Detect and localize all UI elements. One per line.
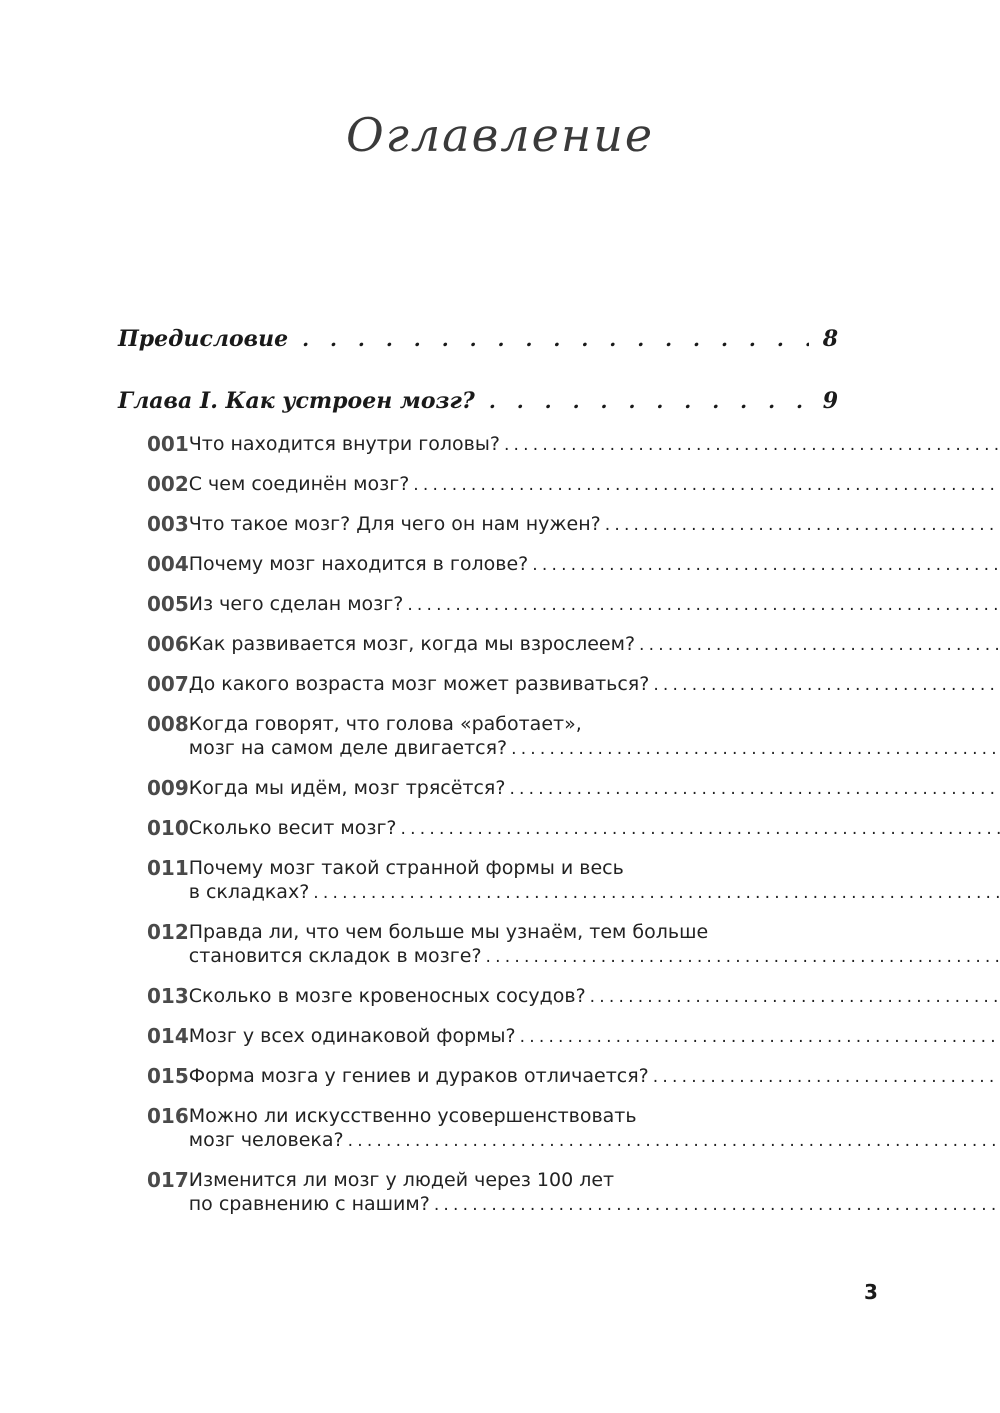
toc-entry-number: 010 [147,816,189,840]
toc-entry-number: 013 [147,984,189,1008]
dot-leader [401,817,1000,841]
toc-entry-number: 016 [147,1104,189,1128]
toc-entry-last-line [189,944,1000,969]
toc-entry[interactable] [147,712,838,761]
toc-entry[interactable] [147,472,838,497]
dot-leader [653,1065,1000,1089]
dot-leader [313,881,1000,905]
toc-entry-number: 004 [147,552,189,576]
toc-entry-number: 003 [147,512,189,536]
toc-main-entry-preface[interactable] [118,326,838,352]
toc-entry[interactable] [147,1104,838,1153]
toc-entry-title-line: Почему мозг находится в голове? [188,553,529,575]
toc-entry-last-line [189,592,1000,617]
toc-entry-last-line [189,1024,1000,1049]
toc-entry-title-line: по сравнению с нашим? [188,1193,430,1215]
toc-entry-number: 009 [147,776,189,800]
toc-entry-number: 017 [147,1168,189,1192]
toc-entry[interactable] [147,1064,838,1089]
toc-entry-last-line [189,632,1000,657]
toc-entry-title-line: Что находится внутри головы? [188,433,500,455]
toc-entry-body [189,592,1000,617]
toc-entry-title-line: Когда мы идём, мозг трясётся? [188,777,506,799]
toc-entry-number: 006 [147,632,189,656]
toc-entry-last-line [189,880,1000,905]
toc-entry-title-line: Сколько в мозге кровеносных сосудов? [188,985,586,1007]
toc-entry-title-line: Сколько весит мозг? [188,817,397,839]
toc-entry-title-line: Можно ли искусственно усовершенствовать [188,1105,637,1127]
dot-leader [509,777,1000,801]
dot-leader [653,673,1000,697]
toc-entry-title-line: в складках? [188,881,310,903]
toc-entry-body [189,512,1000,537]
toc-entry-number: 012 [147,920,189,944]
toc-entry[interactable] [147,776,838,801]
toc-entry-body [189,632,1000,657]
dot-leader [348,1129,1000,1153]
page-number: 3 [864,1280,878,1304]
toc-entry-body [189,856,1000,905]
toc-entry-last-line [189,1192,1000,1217]
toc-entry-body [189,984,1000,1009]
toc-entry[interactable] [147,984,838,1009]
toc-entry-title-line: До какого возраста мозг может развиваться? [188,673,650,695]
toc-entry-last-line [189,432,1000,457]
toc-entry[interactable] [147,856,838,905]
toc-entry[interactable] [147,512,838,537]
toc-entry-body [189,1104,1000,1153]
toc-entry[interactable] [147,1024,838,1049]
toc-entry-last-line [189,1064,1000,1089]
toc-entry-body [189,816,1000,841]
toc-main-entry-label: Предисловие [118,326,289,352]
toc-entry[interactable] [147,816,838,841]
toc-entry-last-line [189,472,1000,497]
toc-entry-body [189,672,1000,697]
toc-entry-title-line: мозг на самом деле двигается? [188,737,508,759]
toc-entry-number: 015 [147,1064,189,1088]
toc-entry-title-line: Из чего сделан мозг? [188,593,404,615]
toc-main-entry-chapter-1[interactable] [118,388,838,414]
toc-entry[interactable] [147,920,838,969]
toc-entry-number: 014 [147,1024,189,1048]
dot-leader [486,945,1000,969]
toc-entry-last-line [189,984,1000,1009]
dot-leader [605,513,1000,537]
toc-entry[interactable] [147,432,838,457]
toc-main-entry-page: 8 [822,326,838,352]
toc-entry-body [189,1024,1000,1049]
dot-leader [504,433,1000,457]
toc-entry-body [189,472,1000,497]
toc-entry-body [189,776,1000,801]
toc-entry-title-line: Форма мозга у гениев и дураков отличается? [188,1065,649,1087]
toc-entry-number: 005 [147,592,189,616]
toc-entry-title-line: Когда говорят, что голова «работает», [188,713,582,735]
toc-entry-last-line [189,1128,1000,1153]
toc-main-entry-page: 9 [822,388,838,414]
toc-entry-list [147,432,838,1232]
toc-entry-body [189,1168,1000,1217]
toc-entry-body [189,432,1000,457]
dot-leader [532,553,1000,577]
toc-entry-title-line: Правда ли, что чем больше мы узнаём, тем больше [188,921,709,943]
toc-entry-body [189,552,1000,577]
toc-entry-title-line: Мозг у всех одинаковой формы? [188,1025,516,1047]
toc-entry-title-line: Почему мозг такой странной формы и весь [188,857,624,879]
toc-entry-last-line [189,552,1000,577]
toc-entry[interactable] [147,592,838,617]
toc-entry-number: 001 [147,432,189,456]
toc-entry-title-line: Изменится ли мозг у людей через 100 лет [188,1169,615,1191]
dot-leader [590,985,1000,1009]
dot-leader [434,1193,1000,1217]
toc-entry-title-line: мозг человека? [188,1129,344,1151]
dot-leader [413,473,1000,497]
toc-entry-number: 002 [147,472,189,496]
toc-entry-last-line [189,672,1000,697]
toc-entry-title-line: Как развивается мозг, когда мы взрослеем? [188,633,636,655]
toc-entry-number: 007 [147,672,189,696]
toc-entry[interactable] [147,552,838,577]
dot-leader [489,389,809,413]
toc-entry-last-line [189,512,1000,537]
toc-entry[interactable] [147,632,838,657]
toc-entry-number: 011 [147,856,189,880]
toc-entry-last-line [189,736,1000,761]
toc-main-entry-label: Глава I. Как устроен мозг? [118,388,475,414]
toc-entry-number: 008 [147,712,189,736]
toc-entry-title-line: становится складок в мозге? [188,945,482,967]
toc-entry-body [189,920,1000,969]
toc-entry-title-line: Что такое мозг? Для чего он нам нужен? [188,513,601,535]
toc-entry[interactable] [147,672,838,697]
toc-entry-title-line: С чем соединён мозг? [188,473,410,495]
page-title: Оглавление [345,108,655,162]
toc-entry-body [189,712,1000,761]
toc-entry-last-line [189,816,1000,841]
dot-leader [407,593,1000,617]
toc-entry-last-line [189,776,1000,801]
dot-leader [520,1025,1000,1049]
dot-leader [639,633,1000,657]
dot-leader [511,737,1000,761]
dot-leader [302,327,809,351]
toc-entry-body [189,1064,1000,1089]
toc-entry[interactable] [147,1168,838,1217]
